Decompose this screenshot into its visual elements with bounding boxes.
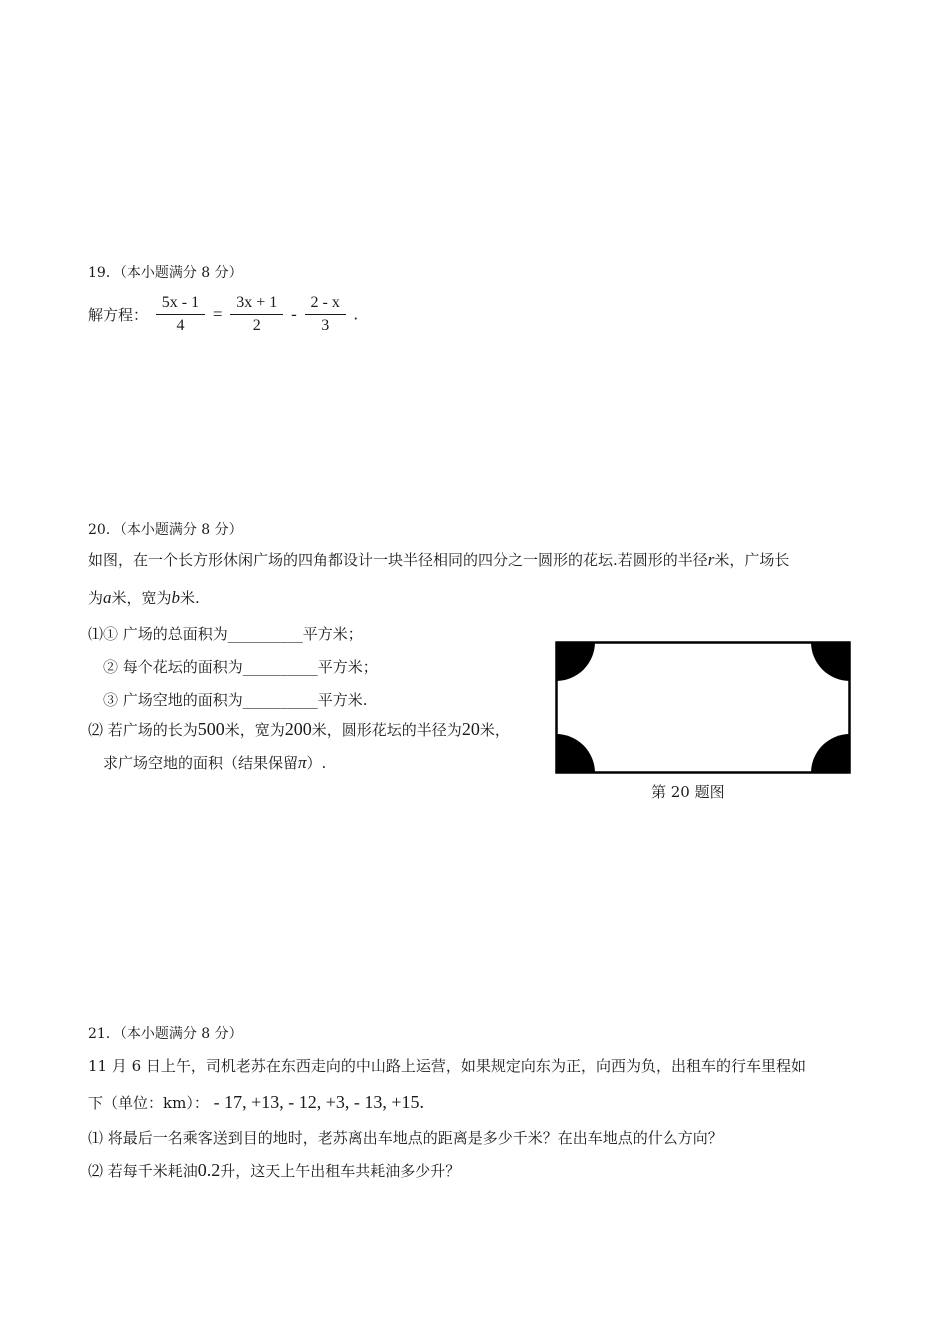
q20-intro-line-1 [88,549,789,570]
q20-figure-caption: 第 20 题图 [651,783,725,801]
q19-equals: = [212,304,223,324]
q21-part2 [88,1160,460,1181]
mileage-values: - 17, +13, - 12, +3, - 13, +15 [213,1092,420,1112]
q21-part2-text-b: 升，这天上午出租车共耗油多少升？ [220,1162,461,1180]
plaza-rectangle [557,643,850,773]
q19-fraction-2 [230,292,283,337]
value-length: 500 [197,719,225,739]
var-r: r [707,550,715,569]
q21-part1: ⑴ 将最后一名乘客送到目的地时，老苏离出车地点的距离是多少千米？在出车地点的什么方向？ [88,1129,723,1147]
q21-line2-period: . [419,1092,425,1112]
q19-equation [88,292,358,337]
q20-part2-text-f: ）. [306,754,327,772]
q19-fraction-3-denominator: 3 [321,317,330,334]
q20-part1-item2: ② 每个花坛的面积为__________平方米； [103,658,378,676]
q21-header: 21．（本小题满分 8 分） [88,1026,243,1042]
q20-part2-text-d: 米， [479,721,510,739]
q20-part2-text-e: 求广场空地的面积（结果保留 [103,754,299,772]
var-a: a [103,588,112,607]
q20-part2-text-c: 米，圆形花坛的半径为 [311,721,462,739]
var-b: b [171,588,181,607]
q20-figure [555,641,851,774]
q19-prompt: 解方程： [88,306,149,324]
value-oil: 0.2 [197,1160,221,1180]
q19-fraction-3-numerator: 2 - x [305,292,346,315]
value-width: 200 [284,719,312,739]
q20-part1-item3: ③ 广场空地的面积为__________平方米. [103,691,368,709]
var-pi: π [298,753,307,772]
q20-part2-line1 [88,719,510,740]
q21-line1: 11 月 6 日上午，司机老苏在东西走向的中山路上运营，如果规定向东为正，向西为负，出租车的行车里程如 [88,1057,806,1075]
q20-part2-line2 [103,752,326,773]
q19-fraction-2-numerator: 3x + 1 [230,292,283,315]
q19-fraction-2-denominator: 2 [252,317,261,334]
q19-period: . [353,304,358,324]
q19-minus: - [291,304,297,324]
q19-header: 19．（本小题满分 8 分） [88,265,243,281]
q19-fraction-1-denominator: 4 [176,317,185,334]
q20-intro-text-c: 为 [88,589,104,607]
q20-part2-text-a: ⑵ 若广场的长为 [88,721,198,739]
q20-intro-text-e: 米. [180,589,200,607]
q20-intro-text-a: 如图，在一个长方形休闲广场的四角都设计一块半径相同的四分之一圆形的花坛.若圆形的半径 [88,551,708,569]
q19-fraction-1-numerator: 5x - 1 [156,292,205,315]
q20-intro-text-d: 米，宽为 [111,589,172,607]
q20-part2-text-b: 米，宽为 [224,721,285,739]
q20-header: 20．（本小题满分 8 分） [88,522,243,538]
q19-fraction-1 [156,292,205,337]
q20-intro-text-b: 米，广场长 [714,551,790,569]
q21-part2-text-a: ⑵ 若每千米耗油 [88,1162,198,1180]
q20-intro-line-2 [88,587,200,608]
q20-part1-item1: ⑴① 广场的总面积为__________平方米； [88,625,363,643]
q21-line2-text: 下（单位：km）： [88,1094,209,1112]
value-radius: 20 [461,719,480,739]
q21-line2 [88,1092,424,1113]
q19-fraction-3 [305,292,346,337]
